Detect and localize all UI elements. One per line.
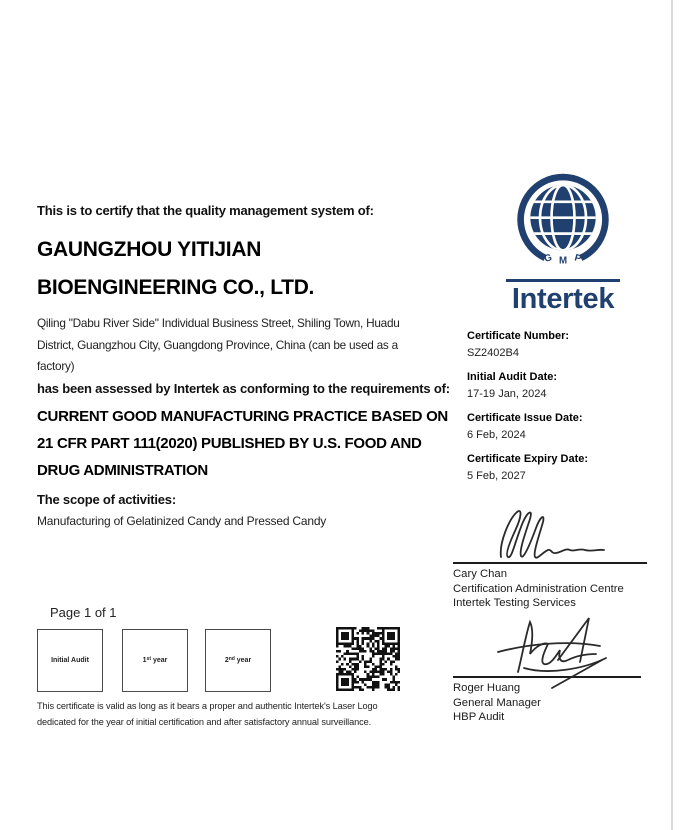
- scope-label: The scope of activities:: [37, 492, 176, 507]
- signature-cary-chan-icon: [495, 507, 610, 562]
- signatory-cary-chan: [453, 567, 624, 611]
- svg-text:P: P: [573, 252, 583, 265]
- signatory-title: Certification Administration Centre: [453, 582, 624, 595]
- standard-line: CURRENT GOOD MANUFACTURING PRACTICE BASED ON: [37, 408, 448, 425]
- signatory-org: Intertek Testing Services: [453, 597, 576, 610]
- intertek-wordmark: Intertek: [511, 283, 615, 315]
- intertek-gmp-logo: [467, 170, 659, 316]
- signatory-name: Cary Chan: [453, 568, 507, 580]
- page-indicator: Page 1 of 1: [50, 605, 117, 620]
- detail-expiry-date: Certificate Expiry Date: 5 Feb, 2027: [467, 453, 589, 482]
- audit-box-label: Initial Audit: [51, 657, 89, 664]
- disclaimer-line: This certificate is valid as long as it bears a proper and authentic Intertek's Laser Logo: [37, 701, 378, 711]
- company-name: [37, 231, 314, 307]
- signatory-title: General Manager: [453, 696, 541, 709]
- company-address: [37, 313, 400, 378]
- audit-box-label: 2nd year: [224, 656, 252, 664]
- disclaimer-line: dedicated for the year of initial certification and after satisfactory annual surveillance.: [37, 717, 372, 727]
- certificate-details: [467, 328, 588, 492]
- logo-divider: [506, 279, 620, 282]
- standard-title: [37, 403, 448, 484]
- svg-text:G: G: [543, 252, 554, 265]
- globe-gmp-icon: [510, 170, 616, 269]
- disclaimer: [37, 698, 378, 730]
- standard-line: DRUG ADMINISTRATION: [37, 462, 208, 479]
- address-line: factory): [37, 359, 75, 373]
- signature-line: [453, 562, 647, 564]
- audit-box-initial: [37, 629, 103, 692]
- signature-roger-huang-icon: [488, 614, 618, 692]
- assessed-statement: has been assessed by Intertek as conforming to the requirements of:: [37, 381, 450, 396]
- audit-box-year2: [205, 629, 271, 692]
- qr-code-icon: [336, 627, 400, 691]
- detail-certificate-number: Certificate Number: SZ2402B4: [467, 330, 570, 359]
- detail-issue-date: Certificate Issue Date: 6 Feb, 2024: [467, 412, 583, 441]
- detail-initial-audit-date: Initial Audit Date: 17-19 Jan, 2024: [467, 371, 558, 400]
- standard-line: 21 CFR PART 111(2020) PUBLISHED BY U.S. FOOD AND: [37, 435, 422, 452]
- svg-text:M: M: [558, 255, 568, 267]
- page-edge-divider: [671, 0, 673, 830]
- company-name-line: GAUNGZHOU YITIJIAN: [37, 238, 262, 261]
- signatory-org: HBP Audit: [453, 711, 505, 724]
- address-line: District, Guangzhou City, Guangdong Province, China (can be used as a: [37, 337, 398, 352]
- company-name-line: BIOENGINEERING CO., LTD.: [37, 276, 315, 299]
- scope-value: Manufacturing of Gelatinized Candy and Pressed Candy: [37, 514, 327, 528]
- signatory-name: Roger Huang: [453, 682, 521, 694]
- audit-box-year1: [122, 629, 188, 692]
- audit-box-label: 1st year: [142, 656, 168, 664]
- certify-statement: This is to certify that the quality management system of:: [37, 203, 374, 218]
- address-line: Qiling "Dabu River Side" Individual Business Street, Shiling Town, Huadu: [37, 316, 400, 330]
